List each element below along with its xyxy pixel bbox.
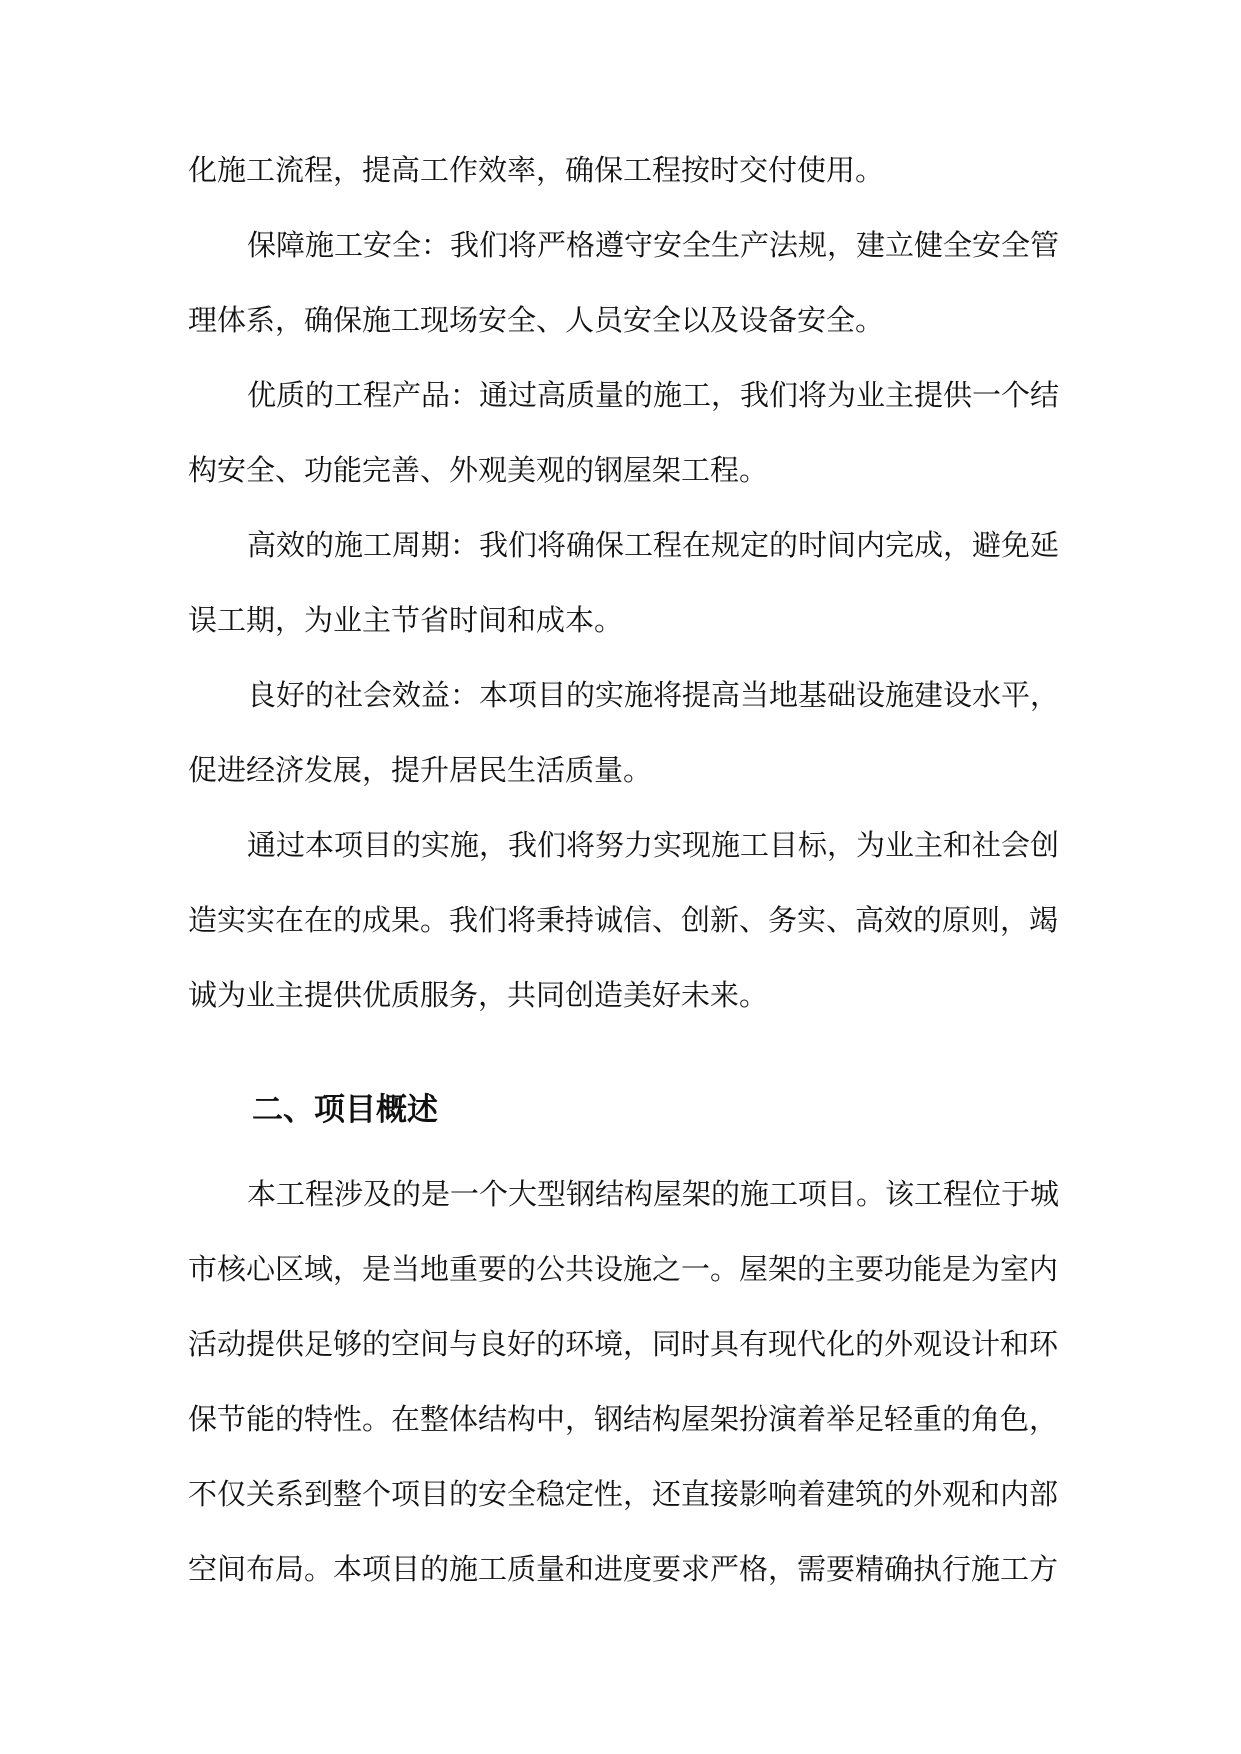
section-paragraph-line: 活动提供足够的空间与良好的环境，同时具有现代化的外观设计和环 [188,1327,1059,1361]
section-paragraph-line: 本工程涉及的是一个大型钢结构屋架的施工项目。该工程位于城 [247,1177,1060,1211]
paragraph-line: 优质的工程产品：通过高质量的施工，我们将为业主提供一个结 [247,378,1060,412]
paragraph-line: 高效的施工周期：我们将确保工程在规定的时间内完成，避免延 [247,528,1060,562]
paragraph-line: 构安全、功能完善、外观美观的钢屋架工程。 [188,453,769,487]
paragraph-line: 促进经济发展，提升居民生活质量。 [188,753,653,787]
section-paragraph-line: 不仅关系到整个项目的安全稳定性，还直接影响着建筑的外观和内部 [188,1477,1059,1511]
paragraph-line: 保障施工安全：我们将严格遵守安全生产法规，建立健全安全管 [247,228,1060,262]
paragraph-line: 良好的社会效益：本项目的实施将提高当地基础设施建设水平， [247,678,1060,712]
paragraph-line: 诚为业主提供优质服务，共同创造美好未来。 [188,978,769,1012]
paragraph-line: 理体系，确保施工现场安全、人员安全以及设备安全。 [188,303,885,337]
paragraph-line: 通过本项目的实施，我们将努力实现施工目标，为业主和社会创 [247,828,1060,862]
section-paragraph-line: 空间布局。本项目的施工质量和进度要求严格，需要精确执行施工方 [188,1552,1059,1586]
section-paragraph-line: 市核心区域，是当地重要的公共设施之一。屋架的主要功能是为室内 [188,1252,1059,1286]
paragraph-line: 造实实在在的成果。我们将秉持诚信、创新、务实、高效的原则，竭 [188,903,1059,937]
section-heading: 二、项目概述 [252,1092,438,1128]
paragraph-line: 误工期，为业主节省时间和成本。 [188,603,624,637]
paragraph-line: 化施工流程，提高工作效率，确保工程按时交付使用。 [188,153,885,187]
section-paragraph-line: 保节能的特性。在整体结构中，钢结构屋架扮演着举足轻重的角色， [188,1402,1059,1436]
